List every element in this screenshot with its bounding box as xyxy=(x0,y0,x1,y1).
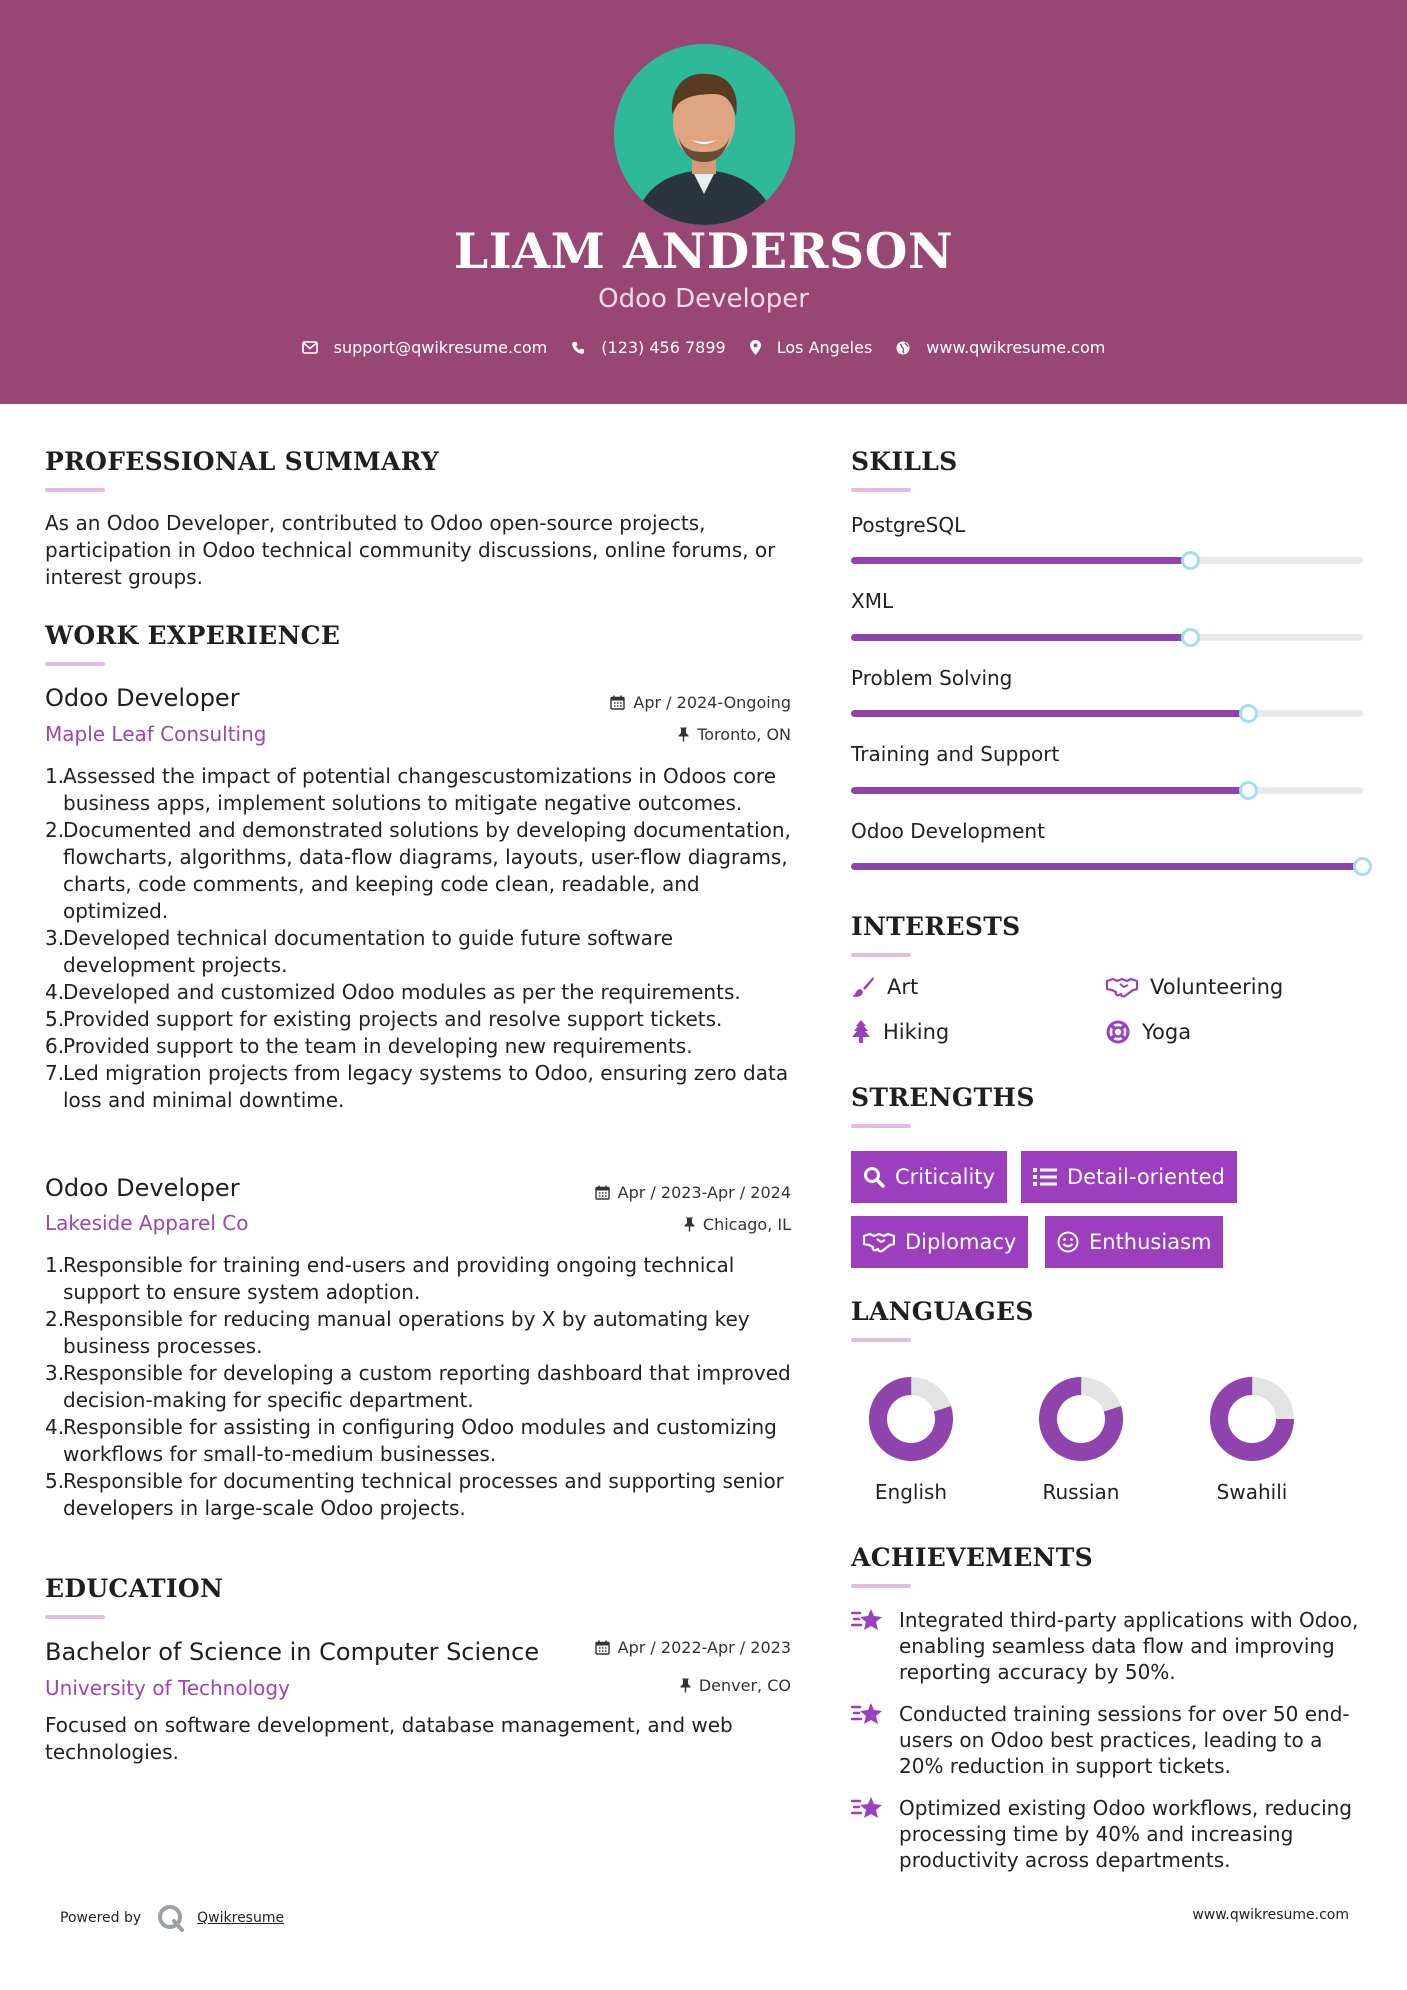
list-item: Led migration projects from legacy systems to Odoo, ensuring zero data loss and minimal downtime. xyxy=(63,1061,789,1112)
skill-bar-fill xyxy=(851,634,1191,641)
calendar-icon xyxy=(595,1640,610,1655)
qwikresume-link[interactable]: Qwikresume xyxy=(197,1910,285,1926)
pushpin-icon xyxy=(684,1217,695,1232)
job-1-location-text: Toronto, ON xyxy=(697,725,791,744)
skill-bar-knob xyxy=(1239,704,1258,723)
shooting-star-icon xyxy=(851,1701,883,1727)
education-school: University of Technology xyxy=(45,1676,290,1700)
strength-label: Detail-oriented xyxy=(1067,1165,1225,1189)
calendar-icon xyxy=(610,695,625,710)
language-label: Russian xyxy=(1042,1480,1120,1504)
shooting-star-icon xyxy=(851,1607,883,1633)
list-item: Responsible for training end-users and providing ongoing technical support to ensure system adoption. xyxy=(63,1253,735,1304)
search-icon xyxy=(863,1166,885,1188)
job-1-company: Maple Leaf Consulting xyxy=(45,722,267,746)
list-item: Developed technical documentation to guide future software development projects. xyxy=(63,926,674,977)
list-item: Responsible for developing a custom reporting dashboard that improved decision-making for specific department. xyxy=(63,1361,791,1412)
achievement-item xyxy=(851,1795,1371,1873)
skill-bar xyxy=(851,557,1363,564)
language-donut xyxy=(1038,1376,1124,1462)
phone-icon xyxy=(571,341,585,355)
contact-email[interactable] xyxy=(302,338,548,357)
summary-heading: PROFESSIONAL SUMMARY xyxy=(45,447,440,476)
skill-label: Training and Support xyxy=(851,742,1060,766)
skill-bar-knob xyxy=(1239,781,1258,800)
powered-by-text: Powered by xyxy=(60,1910,142,1926)
strength-label: Diplomacy xyxy=(905,1230,1017,1254)
footer-powered-by xyxy=(60,1904,284,1932)
shooting-star-icon xyxy=(851,1795,883,1821)
skill-label: Problem Solving xyxy=(851,666,1013,690)
resume-header xyxy=(0,0,1407,404)
experience-rule xyxy=(45,662,105,666)
skill-bar xyxy=(851,634,1363,641)
pushpin-icon xyxy=(680,1678,691,1693)
contact-location-text: Los Angeles xyxy=(776,338,873,357)
achievement-text: Integrated third-party applications with Odoo, enabling seamless data flow and improving reporting accuracy by 50%. xyxy=(899,1608,1359,1684)
summary-rule xyxy=(45,488,105,492)
contact-bar xyxy=(0,338,1407,357)
job-2-date xyxy=(500,1183,791,1202)
strength-tag xyxy=(851,1216,1028,1268)
job-1-title: Odoo Developer xyxy=(45,684,240,712)
language-donut xyxy=(1209,1376,1295,1462)
strength-tag xyxy=(851,1151,1007,1203)
achievement-text: Conducted training sessions for over 50 end-users on Odoo best practices, leading to a 20% reduction in support tickets. xyxy=(899,1702,1350,1778)
strength-label: Criticality xyxy=(895,1165,995,1189)
interest-art xyxy=(851,975,918,999)
calendar-icon xyxy=(595,1185,610,1200)
candidate-role: Odoo Developer xyxy=(598,284,809,314)
skill-bar-fill xyxy=(851,557,1191,564)
list-item: Developed and customized Odoo modules as per the requirements. xyxy=(63,980,741,1004)
education-location xyxy=(500,1676,791,1695)
contact-email-text: support@qwikresume.com xyxy=(333,338,548,357)
footer-url[interactable]: www.qwikresume.com xyxy=(1192,1907,1349,1923)
language-label: Swahili xyxy=(1216,1480,1288,1504)
achievement-item xyxy=(851,1607,1371,1685)
job-2-responsibilities xyxy=(45,1252,810,1522)
job-2-title: Odoo Developer xyxy=(45,1174,240,1202)
skill-bar-fill xyxy=(851,710,1249,717)
strengths-rule xyxy=(851,1124,911,1128)
qwikresume-logo-icon xyxy=(157,1904,185,1932)
experience-heading: WORK EXPERIENCE xyxy=(45,621,341,650)
list-item: Responsible for documenting technical processes and supporting senior developers in large-scale Odoo projects. xyxy=(63,1469,784,1520)
profile-photo xyxy=(614,44,795,225)
interest-label: Volunteering xyxy=(1150,975,1284,999)
education-location-text: Denver, CO xyxy=(698,1676,791,1695)
skill-bar xyxy=(851,787,1363,794)
job-1-date xyxy=(500,693,791,712)
summary-text: As an Odoo Developer, contributed to Odoo open-source projects, participation in Odoo technical community discussions, online forums, or interest groups. xyxy=(45,511,776,589)
interest-volunteering xyxy=(1106,975,1283,999)
education-heading: EDUCATION xyxy=(45,1574,224,1603)
envelope-icon xyxy=(302,341,318,354)
interests-heading: INTERESTS xyxy=(851,912,1021,941)
handshake-icon xyxy=(863,1231,895,1253)
interests-rule xyxy=(851,953,911,957)
interest-label: Art xyxy=(887,975,919,999)
contact-website[interactable] xyxy=(896,338,1105,357)
interest-yoga xyxy=(1106,1020,1191,1044)
contact-website-text: www.qwikresume.com xyxy=(926,338,1106,357)
contact-phone[interactable] xyxy=(571,338,725,357)
skill-bar xyxy=(851,710,1363,717)
map-marker-icon xyxy=(750,340,761,355)
strength-tag xyxy=(1021,1151,1237,1203)
interest-label: Hiking xyxy=(883,1020,950,1044)
education-degree: Bachelor of Science in Computer Science xyxy=(45,1638,540,1666)
skill-bar xyxy=(851,863,1363,870)
skills-rule xyxy=(851,488,911,492)
job-1-location xyxy=(500,725,791,744)
globe-icon xyxy=(896,341,910,355)
job-2-location-text: Chicago, IL xyxy=(702,1215,791,1234)
skill-bar-fill xyxy=(851,787,1249,794)
education-date-text: Apr / 2022-Apr / 2023 xyxy=(617,1638,791,1657)
interest-label: Yoga xyxy=(1142,1020,1192,1044)
strengths-heading: STRENGTHS xyxy=(851,1083,1035,1112)
contact-location xyxy=(750,338,873,357)
job-2-date-text: Apr / 2023-Apr / 2024 xyxy=(617,1183,791,1202)
achievement-text: Optimized existing Odoo workflows, reducing processing time by 40% and increasing productivity across departments. xyxy=(899,1796,1352,1872)
interest-hiking xyxy=(851,1020,949,1044)
handshake-icon xyxy=(1106,976,1138,998)
paint-brush-icon xyxy=(851,976,875,998)
life-ring-icon xyxy=(1106,1020,1130,1044)
skill-bar-knob xyxy=(1181,628,1200,647)
language-label: English xyxy=(874,1480,948,1504)
education-rule xyxy=(45,1615,105,1619)
job-2-company: Lakeside Apparel Co xyxy=(45,1211,249,1235)
job-1-date-text: Apr / 2024-Ongoing xyxy=(633,693,791,712)
skill-label: XML xyxy=(851,589,894,613)
list-item: Assessed the impact of potential changescustomizations in Odoos core business apps, implement solutions to mitigate negative outcomes. xyxy=(63,764,777,815)
list-item: Provided support to the team in developing new requirements. xyxy=(63,1034,693,1058)
job-2-location xyxy=(500,1215,791,1234)
skill-label: Odoo Development xyxy=(851,819,1045,843)
skills-heading: SKILLS xyxy=(851,447,958,476)
achievements-heading: ACHIEVEMENTS xyxy=(851,1543,1093,1572)
education-date xyxy=(500,1638,791,1657)
education-text: Focused on software development, database management, and web technologies. xyxy=(45,1713,733,1764)
candidate-name: LIAM ANDERSON xyxy=(453,222,954,280)
strength-label: Enthusiasm xyxy=(1089,1230,1212,1254)
language-donut xyxy=(868,1376,954,1462)
skill-label: PostgreSQL xyxy=(851,513,966,537)
list-item: Responsible for assisting in configuring Odoo modules and customizing workflows for small-to-medium businesses. xyxy=(63,1415,777,1466)
skill-bar-fill xyxy=(851,863,1363,870)
tree-icon xyxy=(851,1020,871,1044)
list-icon xyxy=(1033,1167,1057,1187)
pushpin-icon xyxy=(678,727,689,742)
languages-heading: LANGUAGES xyxy=(851,1297,1034,1326)
list-item: Documented and demonstrated solutions by developing documentation, flowcharts, algorithms, data-flow diagrams, layouts, user-flow diagrams, charts, code comments, and keeping code clean, readable, and optimized. xyxy=(63,818,791,923)
achievement-item xyxy=(851,1701,1371,1779)
list-item: Provided support for existing projects and resolve support tickets. xyxy=(63,1007,723,1031)
contact-phone-text: (123) 456 7899 xyxy=(601,338,726,357)
skill-bar-knob xyxy=(1181,551,1200,570)
strength-tag xyxy=(1045,1216,1223,1268)
job-1-responsibilities xyxy=(45,763,810,1114)
list-item: Responsible for reducing manual operations by X by automating key business processes. xyxy=(63,1307,750,1358)
skill-bar-knob xyxy=(1353,857,1372,876)
languages-rule xyxy=(851,1338,911,1342)
achievements-rule xyxy=(851,1584,911,1588)
smile-icon xyxy=(1057,1231,1079,1253)
